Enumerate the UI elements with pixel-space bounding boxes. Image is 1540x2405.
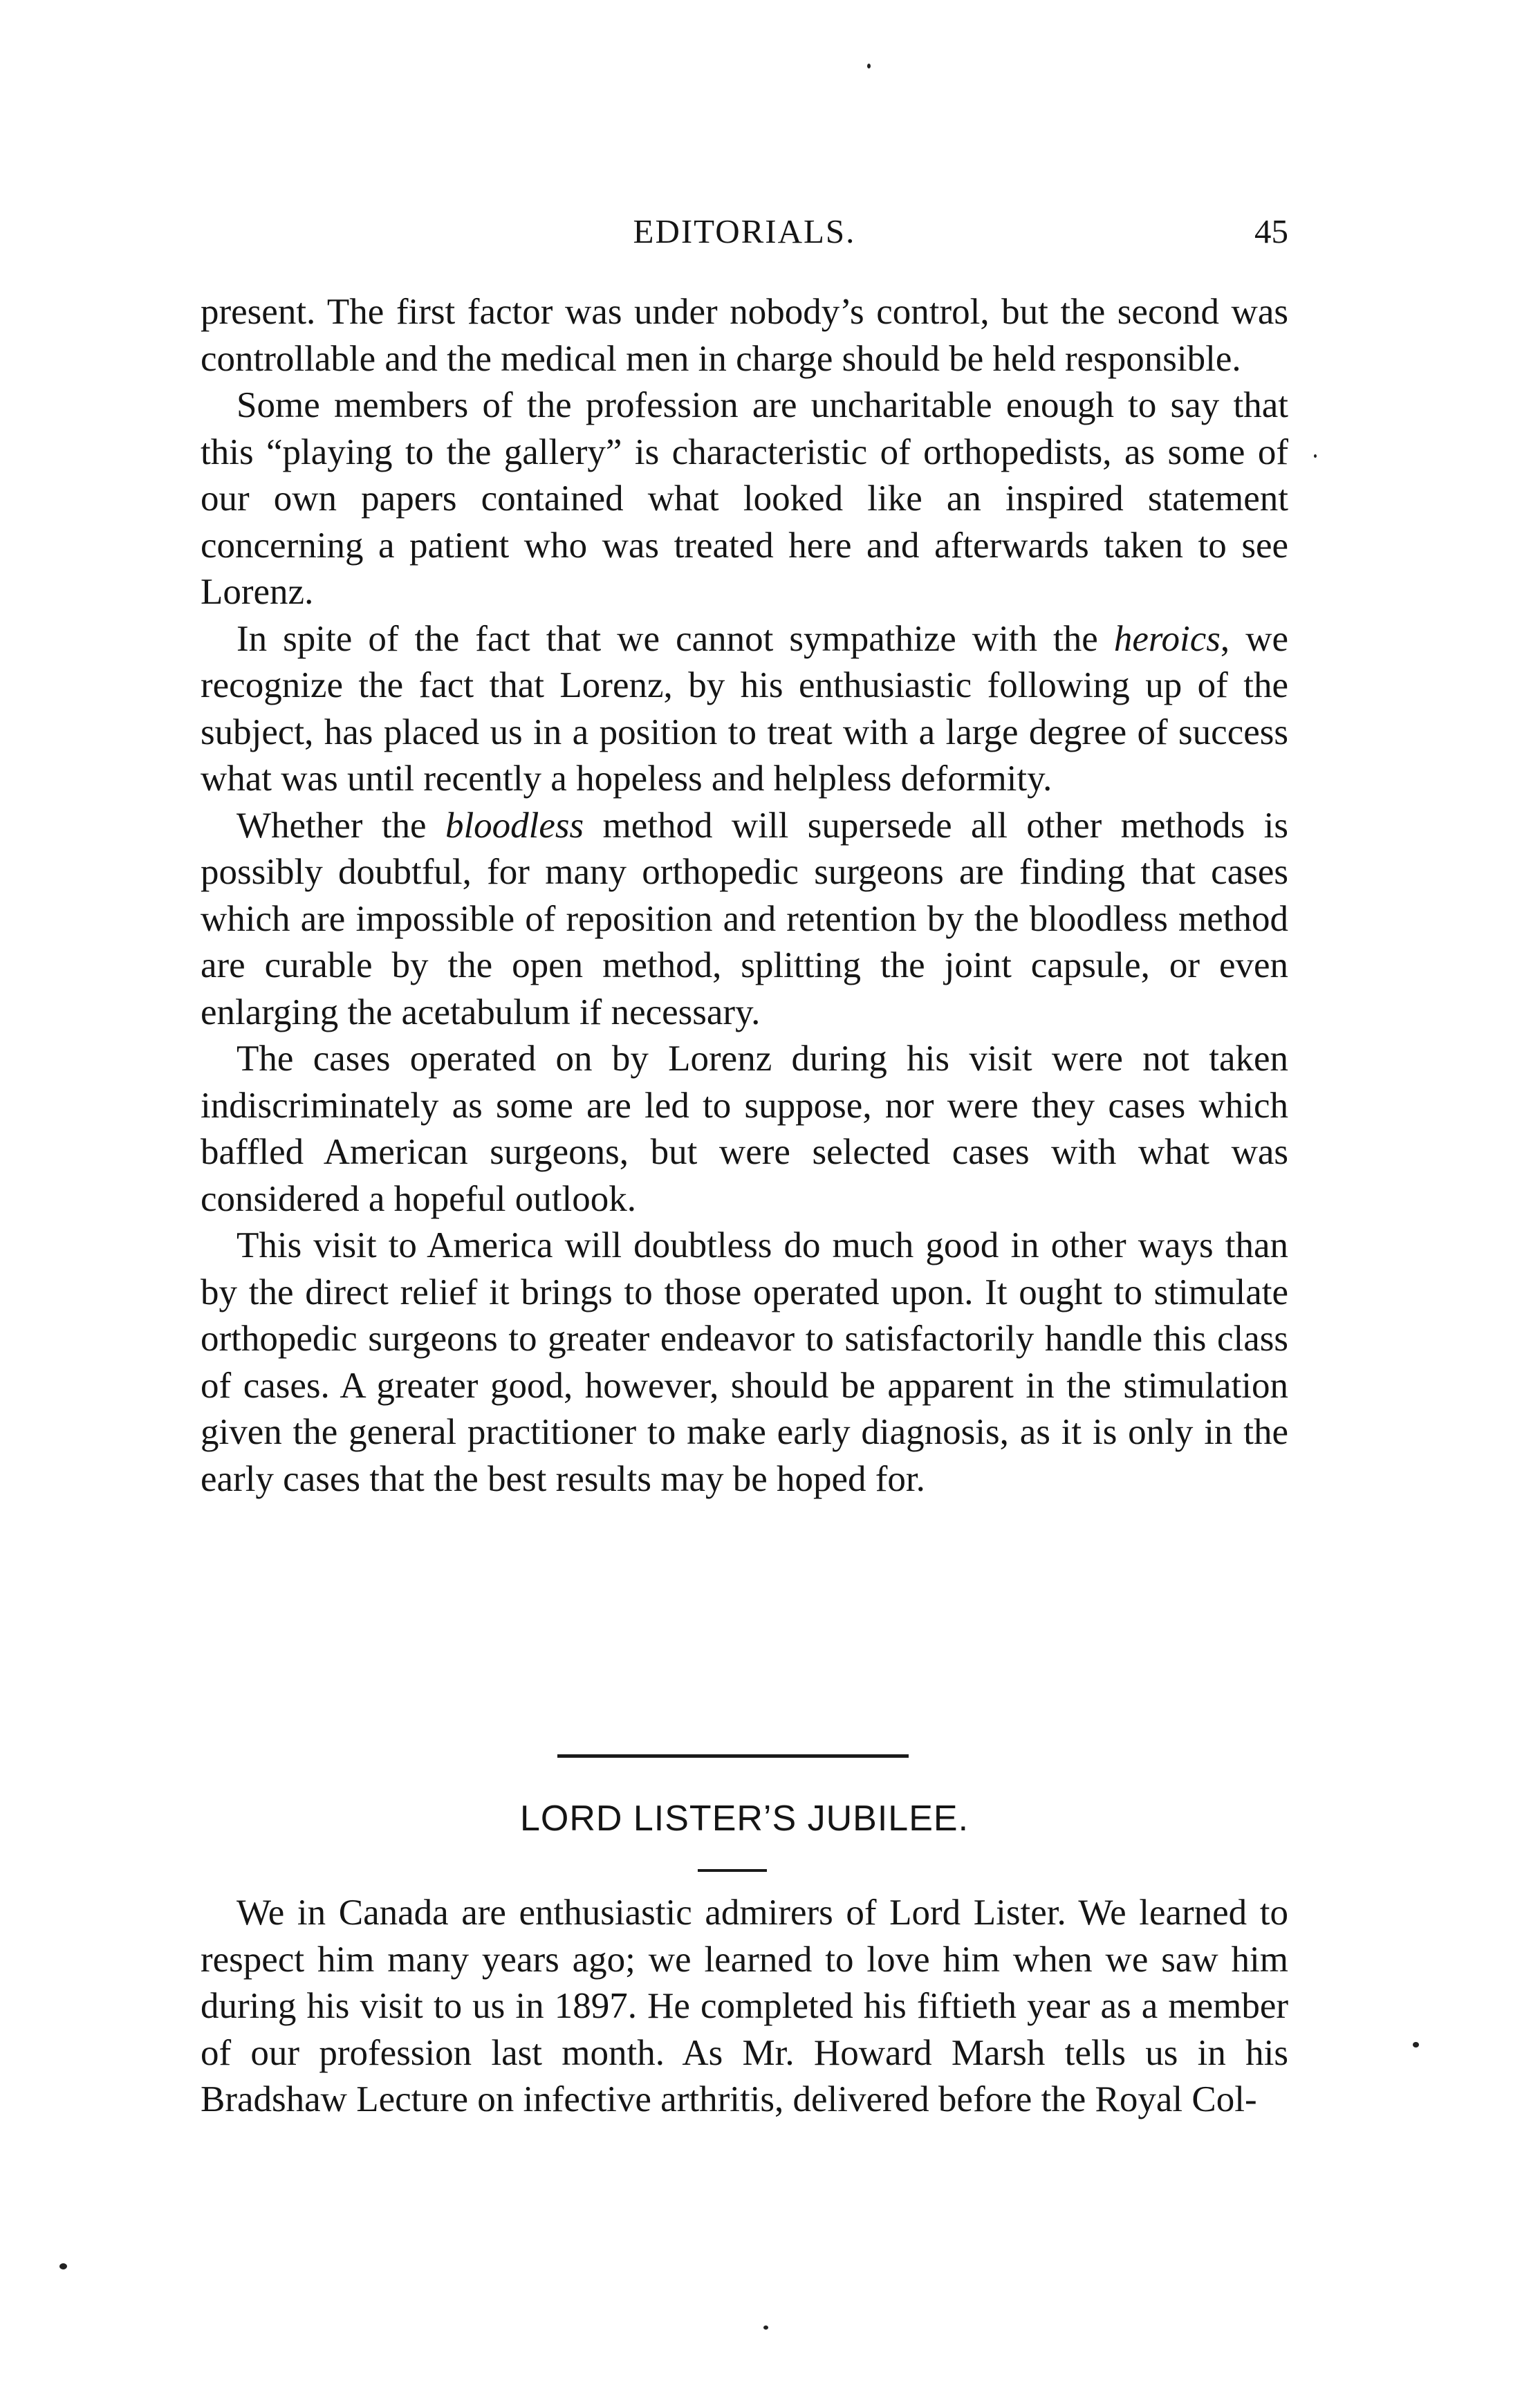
paragraph-heroics [201, 616, 1288, 803]
paragraph-bloodless-method [201, 803, 1288, 1037]
paragraph-visit-to-america: This visit to America will doubtless do much good in other ways than by the direct relief it brings to those operated upon. It ought to stimulate orthopedic surgeons to greater endeavor to satisfactorily handle this class of cases. A greater good, however, should be apparent in the stimulation given the general practitioner to make early diagnosis, as it is only in the early cases that the best results may be hoped for. [201, 1225, 1288, 1499]
paragraph-selected-cases: The cases operated on by Lorenz during his visit were not taken indiscriminately as some are led to suppose, nor were they cases which baffled American surgeons, but were selected cases with what was considered a hopeful outlook. [201, 1039, 1288, 1219]
ink-speck [59, 2263, 67, 2269]
jubilee-body [201, 1890, 1288, 2124]
page-number: 45 [1254, 212, 1288, 250]
paragraph-lord-lister: We in Canada are enthusiastic admirers of Lord Lister. We learned to respect him many years ago; we learned to love him when we saw him during his visit to us in 1897. He completed his fiftieth year as a member of our profession last month. As Mr. Howard Marsh tells us in his Bradshaw Lecture on infective arthritis, delivered before the Royal Col- [201, 1893, 1288, 2119]
text-run: , we recognize the fact that Lorenz, by his enthusiastic following up of the subject, has placed us in a position to treat with a large degree of success what was until recently a hopeless and helpless deformity. [201, 618, 1288, 799]
editorial-body [201, 289, 1288, 1503]
running-title: EDITORIALS. [633, 212, 856, 250]
text-run: Whether the [236, 805, 445, 846]
heading-underline-rule [698, 1869, 767, 1872]
section-divider-rule [557, 1754, 909, 1758]
italic-term: heroics [1113, 618, 1221, 659]
ink-speck [867, 64, 871, 68]
ink-speck [1413, 2042, 1419, 2048]
ink-speck [1314, 454, 1317, 458]
section-heading: LORD LISTER’S JUBILEE. [519, 1799, 970, 1839]
paragraph-continuation: present. The first factor was under nobody’s control, but the second was controllable and the medical men in charge should be held responsible. [201, 292, 1288, 379]
text-run: method will supersede all other methods is possibly doubtful, for many orthopedic surgeons are finding that cases which are impossible of reposition and retention by the bloodless method are curable by the open method, splitting the joint capsule, or even enlarging the acetabulum if necessary. [201, 805, 1288, 1032]
italic-term: bloodless [445, 805, 584, 846]
running-head [201, 207, 1288, 256]
text-run: In spite of the fact that we cannot sympathize with the [236, 618, 1114, 659]
ink-speck [763, 2325, 768, 2330]
paragraph-orthopedists: Some members of the profession are uncharitable enough to say that this “playing to the gallery” is characteristic of orthopedists, as some of our own papers contained what looked like an inspired statement concerning a patient who was treated here and afterwards taken to see Lorenz. [201, 385, 1288, 612]
